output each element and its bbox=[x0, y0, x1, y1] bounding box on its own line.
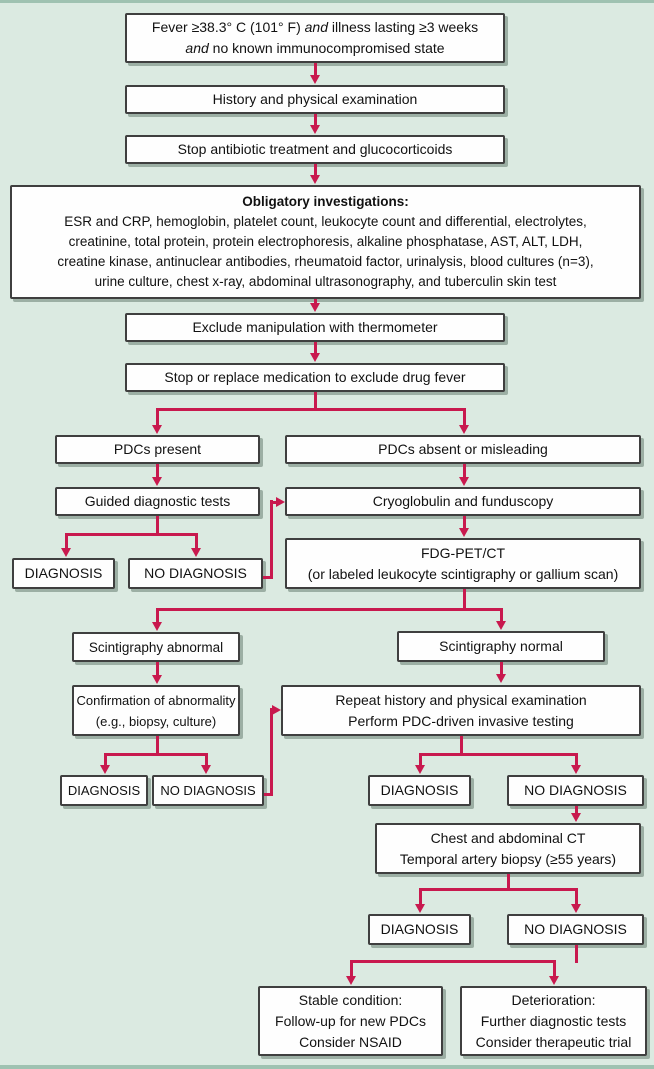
node-line: Exclude manipulation with thermometer bbox=[192, 319, 438, 335]
edge-strip-bottom bbox=[0, 1065, 654, 1069]
node-line: Scintigraphy normal bbox=[439, 638, 563, 654]
node-line: Stable condition: bbox=[298, 991, 403, 1008]
node-line: Consider therapeutic trial bbox=[475, 1033, 632, 1050]
arrowhead-down-icon bbox=[191, 548, 201, 557]
arrowhead-down-icon bbox=[100, 765, 110, 774]
node-diagnosis-2 bbox=[60, 775, 148, 806]
node-confirmation-abnormality bbox=[72, 685, 240, 736]
node-line: Repeat history and physical examination bbox=[335, 691, 587, 708]
arrowhead-down-icon bbox=[459, 477, 469, 486]
connector-hline bbox=[420, 888, 576, 891]
arrowhead-down-icon bbox=[549, 976, 559, 985]
node-line: Further diagnostic tests bbox=[480, 1012, 627, 1029]
connector-vline bbox=[65, 533, 68, 549]
node-deterioration bbox=[460, 986, 647, 1056]
node-guided-tests bbox=[55, 487, 260, 516]
node-fever-criteria bbox=[125, 13, 505, 63]
node-line: NO DIAGNOSIS bbox=[524, 782, 627, 798]
node-fdg-pet-ct bbox=[285, 538, 641, 589]
node-line: Guided diagnostic tests bbox=[84, 493, 231, 509]
connector-vline bbox=[575, 888, 578, 905]
node-line: DIAGNOSIS bbox=[380, 921, 459, 937]
node-line: Confirmation of abnormality bbox=[76, 692, 236, 708]
node-line: and no known immunocompromised state bbox=[185, 40, 445, 56]
node-line: Chest and abdominal CT bbox=[430, 829, 586, 846]
connector-hline bbox=[66, 533, 196, 536]
node-line: Cryoglobulin and funduscopy bbox=[372, 493, 554, 509]
node-line: History and physical examination bbox=[212, 91, 418, 107]
arrowhead-down-icon bbox=[152, 675, 162, 684]
node-obligatory-investigations bbox=[10, 185, 641, 299]
node-line: Deterioration: bbox=[511, 991, 596, 1008]
node-pdcs-absent bbox=[285, 435, 641, 464]
arrowhead-down-icon bbox=[310, 353, 320, 362]
node-stop-medication bbox=[125, 363, 505, 392]
arrowhead-down-icon bbox=[459, 528, 469, 537]
node-line: DIAGNOSIS bbox=[380, 782, 459, 798]
node-line: urine culture, chest x-ray, abdominal ultrasonography, and tuberculin skin test bbox=[94, 274, 557, 289]
node-line: Follow-up for new PDCs bbox=[275, 1012, 426, 1029]
connector-vline bbox=[463, 408, 466, 426]
connector-hline bbox=[157, 608, 501, 611]
connector-vline bbox=[575, 945, 578, 963]
node-no-diagnosis-2 bbox=[152, 775, 264, 806]
node-diagnosis-3 bbox=[368, 775, 471, 806]
connector-vline bbox=[553, 960, 556, 977]
node-stop-antibiotics bbox=[125, 135, 505, 164]
node-history-physical bbox=[125, 85, 505, 114]
arrowhead-down-icon bbox=[310, 175, 320, 184]
node-exclude-thermometer bbox=[125, 313, 505, 342]
connector-hline bbox=[157, 408, 464, 411]
connector-vline bbox=[156, 464, 159, 478]
node-line: NO DIAGNOSIS bbox=[524, 921, 627, 937]
node-line: Temporal artery biopsy (≥55 years) bbox=[399, 850, 617, 867]
arrowhead-down-icon bbox=[496, 674, 506, 683]
node-diagnosis-1 bbox=[12, 558, 115, 589]
arrowhead-down-icon bbox=[152, 425, 162, 434]
node-stable-condition bbox=[258, 986, 443, 1056]
node-scintigraphy-abnormal bbox=[72, 632, 240, 662]
node-chest-abdominal-ct bbox=[375, 823, 641, 874]
arrowhead-down-icon bbox=[61, 548, 71, 557]
arrowhead-down-icon bbox=[310, 125, 320, 134]
arrowhead-down-icon bbox=[571, 765, 581, 774]
node-line: creatinine, total protein, protein electrophoresis, alkaline phosphatase, AST, ALT, LDH, bbox=[68, 234, 583, 249]
node-line: DIAGNOSIS bbox=[24, 565, 103, 581]
node-line: ESR and CRP, hemoglobin, platelet count, leukocyte count and differential, electrolytes, bbox=[64, 214, 587, 229]
arrowhead-down-icon bbox=[415, 765, 425, 774]
connector-hline bbox=[105, 753, 206, 756]
node-line: Stop or replace medication to exclude drug fever bbox=[164, 369, 466, 385]
node-cryoglobulin-funduscopy bbox=[285, 487, 641, 516]
node-line: (e.g., biopsy, culture) bbox=[95, 713, 217, 729]
arrowhead-down-icon bbox=[201, 765, 211, 774]
node-line: DIAGNOSIS bbox=[67, 783, 141, 798]
node-line: creatine kinase, antinuclear antibodies, rheumatoid factor, urinalysis, blood cultures (n=3), bbox=[57, 254, 594, 269]
node-line: (or labeled leukocyte scintigraphy or gallium scan) bbox=[307, 565, 619, 582]
connector-vline bbox=[500, 608, 503, 622]
connector-hline bbox=[420, 753, 576, 756]
arrowhead-down-icon bbox=[459, 425, 469, 434]
arrowhead-down-icon bbox=[310, 75, 320, 84]
arrowhead-right-icon bbox=[276, 497, 285, 507]
node-no-diagnosis-4 bbox=[507, 914, 644, 945]
node-line: Stop antibiotic treatment and glucocorticoids bbox=[177, 141, 453, 157]
node-line: NO DIAGNOSIS bbox=[144, 565, 247, 581]
node-no-diagnosis-1 bbox=[128, 558, 263, 589]
node-repeat-history bbox=[281, 685, 641, 736]
node-line: NO DIAGNOSIS bbox=[160, 783, 256, 798]
connector-hline bbox=[351, 960, 554, 963]
node-diagnosis-4 bbox=[368, 914, 471, 945]
node-line: Fever ≥38.3° C (101° F) and illness lasting ≥3 weeks bbox=[151, 19, 479, 35]
node-line: FDG-PET/CT bbox=[421, 544, 505, 561]
connector-vline bbox=[419, 888, 422, 905]
connector-vline bbox=[156, 408, 159, 426]
node-no-diagnosis-3 bbox=[507, 775, 644, 806]
arrowhead-down-icon bbox=[571, 904, 581, 913]
connector-vline bbox=[270, 708, 273, 796]
arrowhead-down-icon bbox=[310, 303, 320, 312]
arrowhead-down-icon bbox=[346, 976, 356, 985]
connector-vline bbox=[156, 608, 159, 623]
connector-hline bbox=[263, 576, 273, 579]
arrowhead-right-icon bbox=[272, 705, 281, 715]
arrowhead-down-icon bbox=[571, 813, 581, 822]
arrowhead-down-icon bbox=[415, 904, 425, 913]
arrowhead-down-icon bbox=[152, 622, 162, 631]
connector-vline bbox=[270, 500, 273, 579]
node-scintigraphy-normal bbox=[397, 631, 605, 662]
edge-strip-top bbox=[0, 0, 654, 3]
node-line: PDCs present bbox=[113, 441, 202, 457]
node-line: PDCs absent or misleading bbox=[378, 441, 548, 457]
node-line: Obligatory investigations: bbox=[242, 194, 409, 209]
node-line: Scintigraphy abnormal bbox=[88, 639, 224, 655]
arrowhead-down-icon bbox=[152, 477, 162, 486]
arrowhead-down-icon bbox=[496, 621, 506, 630]
node-line: Perform PDC-driven invasive testing bbox=[348, 712, 574, 729]
connector-vline bbox=[350, 960, 353, 977]
connector-vline bbox=[195, 533, 198, 549]
connector-vline bbox=[463, 464, 466, 478]
connector-hline bbox=[264, 793, 273, 796]
node-line: Consider NSAID bbox=[299, 1033, 402, 1050]
connector-vline bbox=[156, 662, 159, 676]
node-pdcs-present bbox=[55, 435, 260, 464]
